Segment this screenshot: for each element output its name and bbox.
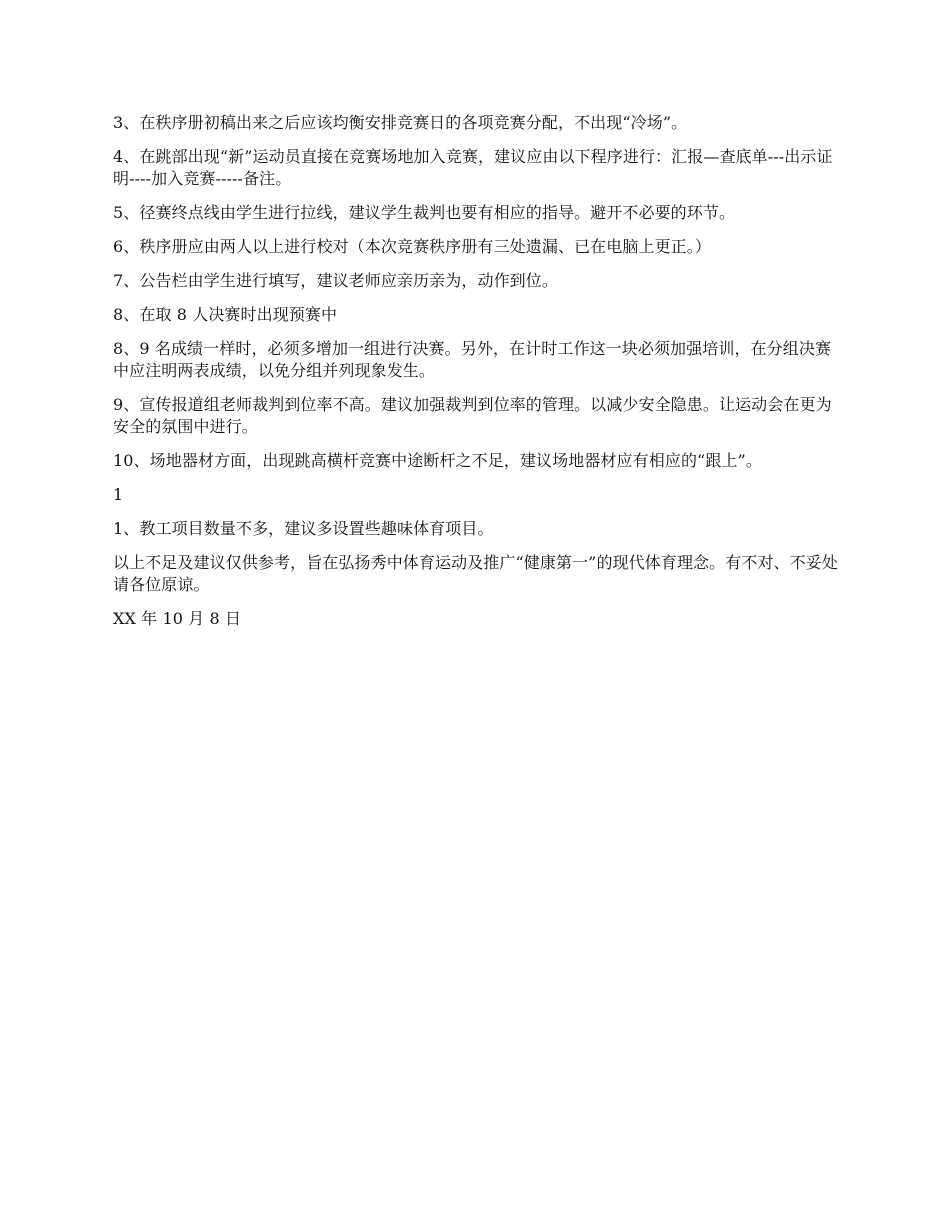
paragraph-item-5: 5、径赛终点线由学生进行拉线，建议学生裁判也要有相应的指导。避开不必要的环节。 [113, 203, 736, 222]
document-date: XX 年 10 月 8 日 [113, 609, 242, 628]
document-body [113, 112, 838, 642]
paragraph-staff-items: 1、教工项目数量不多，建议多设置些趣味体育项目。 [113, 519, 494, 538]
section-number: 1 [113, 485, 124, 504]
paragraph-item-4: 4、在跳部出现“新”运动员直接在竞赛场地加入竞赛，建议应由以下程序进行：汇报—查底单---出示证明----加入竞赛-----备注。 [113, 147, 833, 188]
paragraph-item-3: 3、在秩序册初稿出来之后应该均衡安排竞赛日的各项竞赛分配，不出现“冷场”。 [113, 113, 688, 132]
paragraph-item-8a: 8、在取 8 人决赛时出现预赛中 [113, 305, 338, 324]
paragraph-item-6: 6、秩序册应由两人以上进行校对（本次竞赛秩序册有三处遗漏、已在电脑上更正。） [113, 237, 711, 256]
closing-paragraph: 以上不足及建议仅供参考，旨在弘扬秀中体育运动及推广“健康第一”的现代体育理念。有不对、不妥处请各位原谅。 [113, 553, 838, 594]
paragraph-item-7: 7、公告栏由学生进行填写，建议老师应亲历亲为，动作到位。 [113, 271, 558, 290]
paragraph-item-10: 10、场地器材方面，出现跳高横杆竞赛中途断杆之不足，建议场地器材应有相应的“跟上”。 [113, 451, 762, 470]
paragraph-item-9: 9、宣传报道组老师裁判到位率不高。建议加强裁判到位率的管理。以减少安全隐患。让运动会在更为安全的氛围中进行。 [113, 395, 832, 436]
paragraph-item-8b: 8、9 名成绩一样时，必须多增加一组进行决赛。另外，在计时工作这一块必须加强培训，在分组决赛中应注明两表成绩，以免分组并列现象发生。 [113, 339, 832, 380]
